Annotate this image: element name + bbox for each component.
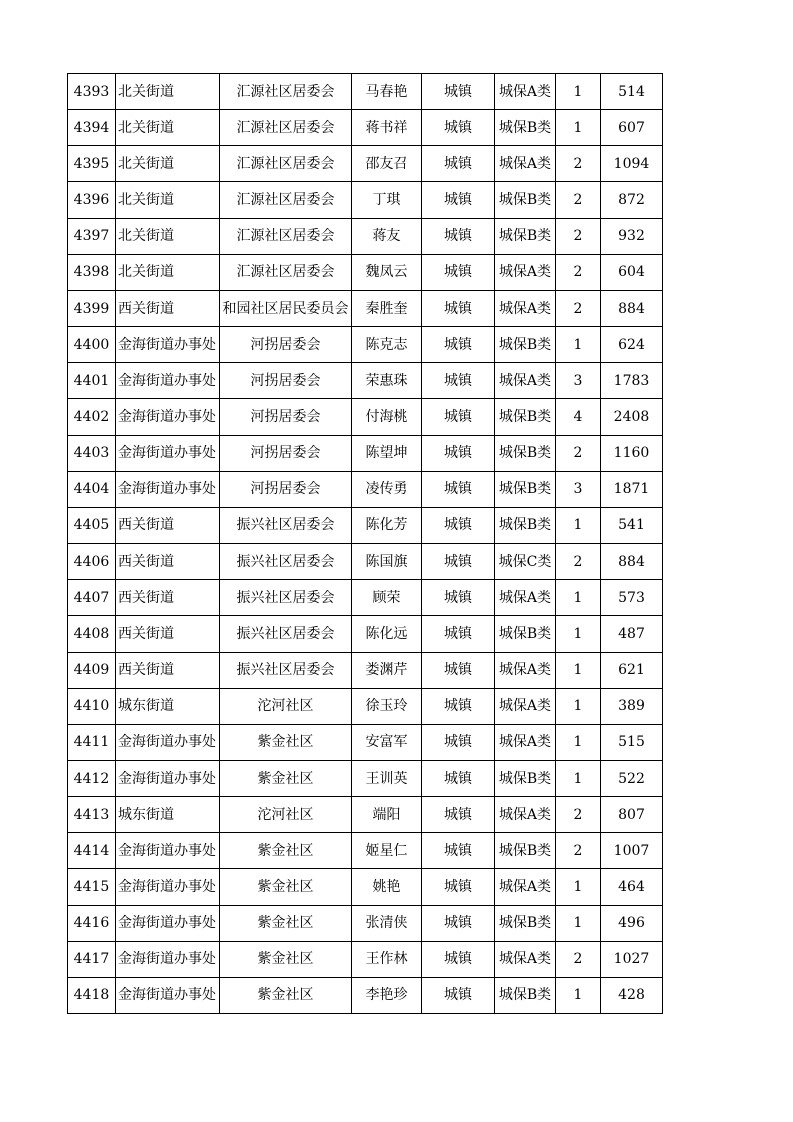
insurance-category-cell: 城保A类 [495, 74, 556, 110]
community-cell: 紫金社区 [220, 905, 352, 941]
area-type-cell: 城镇 [422, 688, 495, 724]
area-type-cell: 城镇 [422, 869, 495, 905]
household-count-cell: 2 [556, 833, 601, 869]
street-office-cell: 金海街道办事处 [116, 941, 220, 977]
amount-cell: 1160 [601, 435, 663, 471]
community-cell: 汇源社区居委会 [220, 74, 352, 110]
amount-cell: 621 [601, 652, 663, 688]
table-row [68, 435, 663, 471]
amount-cell: 487 [601, 616, 663, 652]
insurance-category-cell: 城保A类 [495, 797, 556, 833]
area-type-cell: 城镇 [422, 399, 495, 435]
record-number-cell: 4401 [68, 363, 116, 399]
amount-cell: 541 [601, 507, 663, 543]
person-name-cell: 娄渊芹 [352, 652, 422, 688]
household-count-cell: 1 [556, 905, 601, 941]
street-office-cell: 金海街道办事处 [116, 833, 220, 869]
community-cell: 河拐居委会 [220, 399, 352, 435]
street-office-cell: 金海街道办事处 [116, 760, 220, 796]
community-cell: 河拐居委会 [220, 327, 352, 363]
street-office-cell: 金海街道办事处 [116, 977, 220, 1013]
record-number-cell: 4416 [68, 905, 116, 941]
area-type-cell: 城镇 [422, 616, 495, 652]
household-count-cell: 4 [556, 399, 601, 435]
street-office-cell: 西关街道 [116, 652, 220, 688]
person-name-cell: 付海桃 [352, 399, 422, 435]
amount-cell: 515 [601, 724, 663, 760]
household-count-cell: 2 [556, 797, 601, 833]
household-count-cell: 1 [556, 110, 601, 146]
amount-cell: 514 [601, 74, 663, 110]
street-office-cell: 金海街道办事处 [116, 399, 220, 435]
household-count-cell: 1 [556, 652, 601, 688]
amount-cell: 604 [601, 254, 663, 290]
insurance-category-cell: 城保A类 [495, 254, 556, 290]
community-cell: 振兴社区居委会 [220, 544, 352, 580]
street-office-cell: 城东街道 [116, 688, 220, 724]
person-name-cell: 秦胜奎 [352, 290, 422, 326]
amount-cell: 522 [601, 760, 663, 796]
street-office-cell: 北关街道 [116, 146, 220, 182]
record-number-cell: 4410 [68, 688, 116, 724]
table-row [68, 399, 663, 435]
community-cell: 紫金社区 [220, 833, 352, 869]
area-type-cell: 城镇 [422, 435, 495, 471]
community-cell: 振兴社区居委会 [220, 652, 352, 688]
amount-cell: 624 [601, 327, 663, 363]
person-name-cell: 荣惠珠 [352, 363, 422, 399]
community-cell: 振兴社区居委会 [220, 580, 352, 616]
amount-cell: 607 [601, 110, 663, 146]
street-office-cell: 城东街道 [116, 797, 220, 833]
table-row [68, 797, 663, 833]
insurance-category-cell: 城保A类 [495, 941, 556, 977]
community-cell: 汇源社区居委会 [220, 182, 352, 218]
person-name-cell: 邵友召 [352, 146, 422, 182]
household-count-cell: 1 [556, 724, 601, 760]
table-row [68, 580, 663, 616]
street-office-cell: 金海街道办事处 [116, 724, 220, 760]
person-name-cell: 顾荣 [352, 580, 422, 616]
street-office-cell: 北关街道 [116, 254, 220, 290]
household-count-cell: 1 [556, 977, 601, 1013]
person-name-cell: 张清侠 [352, 905, 422, 941]
record-number-cell: 4412 [68, 760, 116, 796]
person-name-cell: 丁琪 [352, 182, 422, 218]
insurance-category-cell: 城保C类 [495, 544, 556, 580]
insurance-category-cell: 城保B类 [495, 471, 556, 507]
area-type-cell: 城镇 [422, 724, 495, 760]
relief-roster-table [67, 73, 663, 1014]
area-type-cell: 城镇 [422, 977, 495, 1013]
community-cell: 沱河社区 [220, 688, 352, 724]
amount-cell: 932 [601, 218, 663, 254]
person-name-cell: 陈国旗 [352, 544, 422, 580]
street-office-cell: 金海街道办事处 [116, 363, 220, 399]
household-count-cell: 2 [556, 435, 601, 471]
street-office-cell: 金海街道办事处 [116, 471, 220, 507]
person-name-cell: 姬星仁 [352, 833, 422, 869]
record-number-cell: 4404 [68, 471, 116, 507]
table-row [68, 110, 663, 146]
record-number-cell: 4397 [68, 218, 116, 254]
person-name-cell: 端阳 [352, 797, 422, 833]
record-number-cell: 4418 [68, 977, 116, 1013]
area-type-cell: 城镇 [422, 110, 495, 146]
area-type-cell: 城镇 [422, 905, 495, 941]
record-number-cell: 4396 [68, 182, 116, 218]
record-number-cell: 4406 [68, 544, 116, 580]
amount-cell: 872 [601, 182, 663, 218]
record-number-cell: 4417 [68, 941, 116, 977]
table-row [68, 905, 663, 941]
insurance-category-cell: 城保B类 [495, 110, 556, 146]
community-cell: 振兴社区居委会 [220, 507, 352, 543]
insurance-category-cell: 城保B类 [495, 327, 556, 363]
area-type-cell: 城镇 [422, 941, 495, 977]
person-name-cell: 陈化远 [352, 616, 422, 652]
street-office-cell: 金海街道办事处 [116, 435, 220, 471]
area-type-cell: 城镇 [422, 74, 495, 110]
table-row [68, 327, 663, 363]
community-cell: 紫金社区 [220, 941, 352, 977]
table-row [68, 74, 663, 110]
street-office-cell: 北关街道 [116, 182, 220, 218]
household-count-cell: 1 [556, 74, 601, 110]
street-office-cell: 西关街道 [116, 507, 220, 543]
person-name-cell: 蒋书祥 [352, 110, 422, 146]
area-type-cell: 城镇 [422, 544, 495, 580]
area-type-cell: 城镇 [422, 290, 495, 326]
community-cell: 河拐居委会 [220, 363, 352, 399]
person-name-cell: 安富军 [352, 724, 422, 760]
insurance-category-cell: 城保B类 [495, 616, 556, 652]
household-count-cell: 2 [556, 544, 601, 580]
record-number-cell: 4413 [68, 797, 116, 833]
table-row [68, 652, 663, 688]
area-type-cell: 城镇 [422, 218, 495, 254]
household-count-cell: 2 [556, 290, 601, 326]
amount-cell: 807 [601, 797, 663, 833]
person-name-cell: 蒋友 [352, 218, 422, 254]
community-cell: 紫金社区 [220, 760, 352, 796]
area-type-cell: 城镇 [422, 363, 495, 399]
community-cell: 沱河社区 [220, 797, 352, 833]
record-number-cell: 4399 [68, 290, 116, 326]
table-row [68, 941, 663, 977]
household-count-cell: 1 [556, 760, 601, 796]
table-row [68, 724, 663, 760]
amount-cell: 884 [601, 544, 663, 580]
table-row [68, 290, 663, 326]
community-cell: 汇源社区居委会 [220, 110, 352, 146]
insurance-category-cell: 城保A类 [495, 146, 556, 182]
amount-cell: 2408 [601, 399, 663, 435]
amount-cell: 1007 [601, 833, 663, 869]
table-body [68, 74, 663, 1014]
record-number-cell: 4395 [68, 146, 116, 182]
household-count-cell: 1 [556, 688, 601, 724]
street-office-cell: 北关街道 [116, 110, 220, 146]
household-count-cell: 2 [556, 254, 601, 290]
street-office-cell: 北关街道 [116, 74, 220, 110]
amount-cell: 1783 [601, 363, 663, 399]
community-cell: 振兴社区居委会 [220, 616, 352, 652]
area-type-cell: 城镇 [422, 507, 495, 543]
person-name-cell: 王作林 [352, 941, 422, 977]
table-row [68, 471, 663, 507]
insurance-category-cell: 城保B类 [495, 760, 556, 796]
community-cell: 河拐居委会 [220, 435, 352, 471]
community-cell: 河拐居委会 [220, 471, 352, 507]
person-name-cell: 马春艳 [352, 74, 422, 110]
person-name-cell: 陈望坤 [352, 435, 422, 471]
area-type-cell: 城镇 [422, 652, 495, 688]
table-row [68, 218, 663, 254]
insurance-category-cell: 城保B类 [495, 905, 556, 941]
insurance-category-cell: 城保B类 [495, 218, 556, 254]
area-type-cell: 城镇 [422, 327, 495, 363]
street-office-cell: 北关街道 [116, 218, 220, 254]
insurance-category-cell: 城保B类 [495, 182, 556, 218]
household-count-cell: 2 [556, 146, 601, 182]
amount-cell: 573 [601, 580, 663, 616]
area-type-cell: 城镇 [422, 146, 495, 182]
record-number-cell: 4393 [68, 74, 116, 110]
table-row [68, 869, 663, 905]
household-count-cell: 1 [556, 616, 601, 652]
amount-cell: 1027 [601, 941, 663, 977]
insurance-category-cell: 城保A类 [495, 724, 556, 760]
household-count-cell: 1 [556, 580, 601, 616]
area-type-cell: 城镇 [422, 580, 495, 616]
insurance-category-cell: 城保B类 [495, 399, 556, 435]
table-row [68, 688, 663, 724]
person-name-cell: 徐玉玲 [352, 688, 422, 724]
record-number-cell: 4415 [68, 869, 116, 905]
record-number-cell: 4398 [68, 254, 116, 290]
area-type-cell: 城镇 [422, 760, 495, 796]
person-name-cell: 陈化芳 [352, 507, 422, 543]
area-type-cell: 城镇 [422, 797, 495, 833]
amount-cell: 1094 [601, 146, 663, 182]
household-count-cell: 1 [556, 507, 601, 543]
community-cell: 紫金社区 [220, 869, 352, 905]
household-count-cell: 2 [556, 182, 601, 218]
community-cell: 紫金社区 [220, 977, 352, 1013]
amount-cell: 428 [601, 977, 663, 1013]
community-cell: 和园社区居民委员会 [220, 290, 352, 326]
household-count-cell: 3 [556, 471, 601, 507]
community-cell: 汇源社区居委会 [220, 146, 352, 182]
area-type-cell: 城镇 [422, 833, 495, 869]
area-type-cell: 城镇 [422, 471, 495, 507]
insurance-category-cell: 城保A类 [495, 290, 556, 326]
person-name-cell: 李艳珍 [352, 977, 422, 1013]
table-row [68, 760, 663, 796]
insurance-category-cell: 城保A类 [495, 688, 556, 724]
household-count-cell: 3 [556, 363, 601, 399]
person-name-cell: 凌传勇 [352, 471, 422, 507]
table-row [68, 833, 663, 869]
street-office-cell: 西关街道 [116, 580, 220, 616]
table-row [68, 182, 663, 218]
record-number-cell: 4407 [68, 580, 116, 616]
person-name-cell: 魏凤云 [352, 254, 422, 290]
table-row [68, 254, 663, 290]
table-row [68, 146, 663, 182]
record-number-cell: 4402 [68, 399, 116, 435]
household-count-cell: 2 [556, 941, 601, 977]
area-type-cell: 城镇 [422, 182, 495, 218]
record-number-cell: 4408 [68, 616, 116, 652]
record-number-cell: 4411 [68, 724, 116, 760]
amount-cell: 464 [601, 869, 663, 905]
table-row [68, 363, 663, 399]
street-office-cell: 西关街道 [116, 616, 220, 652]
record-number-cell: 4400 [68, 327, 116, 363]
community-cell: 紫金社区 [220, 724, 352, 760]
person-name-cell: 陈克志 [352, 327, 422, 363]
insurance-category-cell: 城保A类 [495, 363, 556, 399]
insurance-category-cell: 城保A类 [495, 869, 556, 905]
street-office-cell: 金海街道办事处 [116, 327, 220, 363]
person-name-cell: 王训英 [352, 760, 422, 796]
table-row [68, 544, 663, 580]
amount-cell: 389 [601, 688, 663, 724]
record-number-cell: 4405 [68, 507, 116, 543]
table-row [68, 507, 663, 543]
record-number-cell: 4394 [68, 110, 116, 146]
table-row [68, 977, 663, 1013]
amount-cell: 884 [601, 290, 663, 326]
amount-cell: 1871 [601, 471, 663, 507]
record-number-cell: 4403 [68, 435, 116, 471]
person-name-cell: 姚艳 [352, 869, 422, 905]
community-cell: 汇源社区居委会 [220, 254, 352, 290]
street-office-cell: 西关街道 [116, 544, 220, 580]
table-row [68, 616, 663, 652]
record-number-cell: 4414 [68, 833, 116, 869]
insurance-category-cell: 城保B类 [495, 507, 556, 543]
area-type-cell: 城镇 [422, 254, 495, 290]
street-office-cell: 西关街道 [116, 290, 220, 326]
community-cell: 汇源社区居委会 [220, 218, 352, 254]
street-office-cell: 金海街道办事处 [116, 905, 220, 941]
household-count-cell: 1 [556, 327, 601, 363]
insurance-category-cell: 城保B类 [495, 977, 556, 1013]
insurance-category-cell: 城保B类 [495, 435, 556, 471]
record-number-cell: 4409 [68, 652, 116, 688]
street-office-cell: 金海街道办事处 [116, 869, 220, 905]
insurance-category-cell: 城保A类 [495, 580, 556, 616]
household-count-cell: 2 [556, 218, 601, 254]
household-count-cell: 1 [556, 869, 601, 905]
insurance-category-cell: 城保A类 [495, 652, 556, 688]
insurance-category-cell: 城保B类 [495, 833, 556, 869]
amount-cell: 496 [601, 905, 663, 941]
